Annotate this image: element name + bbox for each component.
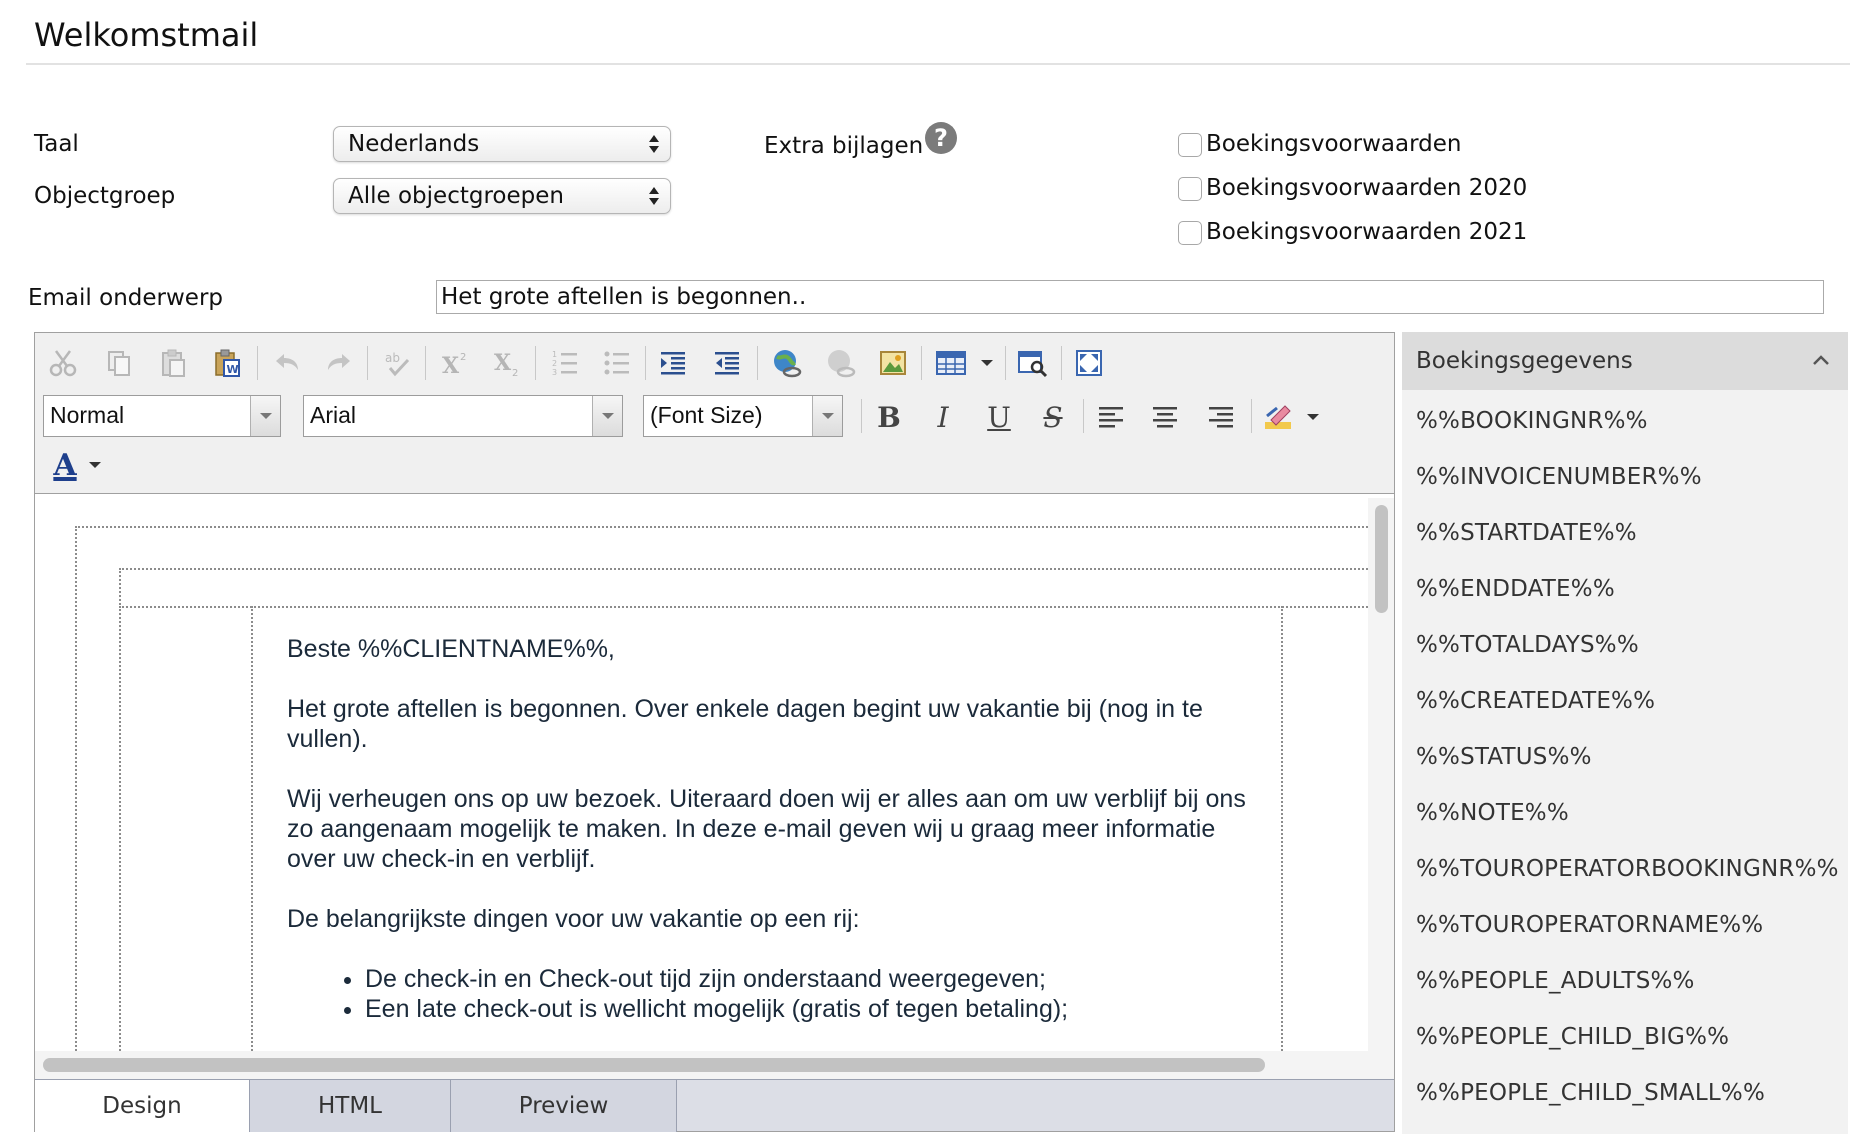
attachment-checkbox[interactable]	[1178, 177, 1202, 201]
cut-icon[interactable]	[43, 343, 83, 383]
placeholder-item[interactable]: %%ENDDATE%%	[1416, 576, 1615, 602]
font-dropdown[interactable]	[303, 395, 623, 437]
toolbar-separator	[535, 346, 536, 380]
tab-html[interactable]: HTML	[250, 1080, 451, 1132]
insert-table-icon[interactable]	[931, 343, 971, 383]
vertical-scrollbar[interactable]	[1368, 498, 1394, 1053]
subject-label: Email onderwerp	[28, 285, 223, 311]
svg-text:X: X	[442, 353, 460, 378]
toolbar-separator	[757, 346, 758, 380]
objectgroup-select[interactable]	[333, 178, 671, 214]
toolbar-separator	[425, 346, 426, 380]
svg-text:2: 2	[512, 368, 519, 378]
spellcheck-icon[interactable]	[377, 343, 417, 383]
paste-icon[interactable]	[153, 343, 193, 383]
objectgroup-select-value: Alle objectgroepen	[348, 183, 564, 209]
format-dropdown-value: Normal	[50, 402, 125, 428]
toolbar-separator	[367, 346, 368, 380]
extra-attachments-label: Extra bijlagen	[764, 133, 924, 159]
svg-text:W: W	[226, 363, 239, 376]
attachment-label: Boekingsvoorwaarden 2021	[1206, 219, 1528, 245]
placeholder-item[interactable]: %%CREATEDATE%%	[1416, 688, 1656, 714]
rich-text-editor	[34, 332, 1395, 1132]
subscript-icon[interactable]	[487, 343, 527, 383]
header-layout-row	[119, 568, 1375, 608]
select-arrows-icon	[648, 132, 660, 156]
placeholder-item[interactable]: %%STARTDATE%%	[1416, 520, 1637, 546]
placeholder-item[interactable]: %%BOOKINGNR%%	[1416, 408, 1648, 434]
font-color-icon[interactable]: A	[53, 447, 77, 483]
outdent-icon[interactable]	[707, 343, 747, 383]
strikethrough-icon[interactable]: S	[1043, 400, 1063, 434]
indent-icon[interactable]	[653, 343, 693, 383]
attachment-label: Boekingsvoorwaarden	[1206, 131, 1462, 157]
chevron-down-icon	[812, 396, 842, 436]
placeholder-item[interactable]: %%PEOPLE_CHILD_SMALL%%	[1416, 1080, 1766, 1106]
toolbar-separator	[921, 346, 922, 380]
font-size-dropdown-value: (Font Size)	[650, 402, 763, 428]
insert-link-icon[interactable]	[767, 343, 807, 383]
email-paragraph: Wij verheugen ons op uw bezoek. Uiteraard doen wij er alles aan om uw verblijf bij ons zo aangenaam mogelijk te maken. In deze e-mail geven wij u graag meer informatie over uw check-in en verblijf.	[287, 785, 1246, 873]
help-icon[interactable]: ?	[925, 122, 957, 154]
svg-text:ab: ab	[385, 351, 400, 365]
language-select[interactable]	[333, 126, 671, 162]
attachment-checkbox[interactable]	[1178, 133, 1202, 157]
align-left-icon[interactable]	[1091, 397, 1131, 437]
placeholder-item[interactable]: %%STATUS%%	[1416, 744, 1592, 770]
ordered-list-icon[interactable]	[545, 343, 585, 383]
placeholder-panel	[1402, 332, 1848, 1134]
editor-toolbar	[35, 333, 1394, 493]
placeholder-panel-title: Boekingsgegevens	[1416, 348, 1633, 374]
email-bullet-item: • Een late check-out is wellicht mogelijk (gratis of tegen betaling);	[365, 994, 1247, 1024]
placeholder-item[interactable]: %%NOTE%%	[1416, 800, 1569, 826]
svg-text:2: 2	[460, 352, 467, 363]
svg-text:X: X	[494, 350, 512, 376]
toolbar-separator	[1005, 346, 1006, 380]
align-right-icon[interactable]	[1201, 397, 1241, 437]
svg-text:3: 3	[552, 368, 558, 377]
editor-mode-tabs	[35, 1079, 1394, 1131]
insert-image-icon[interactable]	[873, 343, 913, 383]
paste-word-icon[interactable]	[207, 343, 247, 383]
redo-icon[interactable]	[319, 343, 359, 383]
placeholder-panel-header[interactable]	[1402, 332, 1848, 390]
attachment-checkbox[interactable]	[1178, 221, 1202, 245]
copy-icon[interactable]	[99, 343, 139, 383]
language-select-value: Nederlands	[348, 131, 480, 157]
find-icon[interactable]	[1013, 343, 1053, 383]
toolbar-separator	[257, 346, 258, 380]
undo-icon[interactable]	[267, 343, 307, 383]
svg-text:1: 1	[552, 350, 558, 359]
objectgroup-label: Objectgroep	[34, 183, 176, 209]
placeholder-item[interactable]: %%TOTALDAYS%%	[1416, 632, 1639, 658]
table-dropdown-icon[interactable]	[975, 343, 999, 383]
toolbar-separator	[861, 399, 862, 433]
highlight-icon[interactable]	[1259, 397, 1299, 437]
language-label: Taal	[34, 131, 79, 157]
attachment-label: Boekingsvoorwaarden 2020	[1206, 175, 1528, 201]
title-divider	[26, 63, 1850, 65]
fullscreen-icon[interactable]	[1069, 343, 1109, 383]
toolbar-separator	[645, 346, 646, 380]
svg-text:2: 2	[552, 359, 558, 368]
chevron-up-icon	[1812, 354, 1830, 366]
placeholder-item[interactable]: %%PEOPLE_CHILD_BIG%%	[1416, 1024, 1730, 1050]
tab-design[interactable]: Design	[35, 1080, 250, 1132]
superscript-icon[interactable]	[435, 343, 475, 383]
chevron-down-icon	[250, 396, 280, 436]
unordered-list-icon[interactable]	[597, 343, 637, 383]
email-paragraph: De belangrijkste dingen voor uw vakantie op een rij:	[287, 905, 860, 933]
editor-content-area[interactable]	[35, 493, 1394, 1053]
toolbar-separator	[1083, 399, 1084, 433]
vertical-scroll-thumb[interactable]	[1375, 505, 1388, 613]
italic-icon[interactable]: I	[937, 400, 949, 434]
email-greeting: Beste %%CLIENTNAME%%,	[287, 635, 615, 663]
placeholder-item[interactable]: %%INVOICENUMBER%%	[1416, 464, 1702, 490]
placeholder-item[interactable]: %%TOUROPERATORBOOKINGNR%%	[1416, 856, 1839, 882]
subject-input[interactable]: Het grote aftellen is begonnen..	[436, 280, 1824, 314]
placeholder-item[interactable]: %%TOUROPERATORNAME%%	[1416, 912, 1764, 938]
highlight-dropdown-icon[interactable]	[1301, 397, 1325, 437]
email-body	[287, 634, 1247, 1024]
email-bullet-item: • De check-in en Check-out tijd zijn onderstaand weergegeven;	[365, 964, 1247, 994]
bold-icon[interactable]: B	[877, 400, 901, 434]
tab-preview[interactable]: Preview	[451, 1080, 677, 1132]
font-dropdown-value: Arial	[310, 402, 357, 428]
page-title: Welkomstmail	[34, 16, 259, 54]
font-size-dropdown[interactable]	[643, 395, 843, 437]
toolbar-separator	[1061, 346, 1062, 380]
horizontal-scrollbar[interactable]	[35, 1051, 1394, 1079]
placeholder-item[interactable]: %%PEOPLE_ADULTS%%	[1416, 968, 1695, 994]
horizontal-scroll-thumb[interactable]	[43, 1058, 1265, 1072]
chevron-down-icon	[592, 396, 622, 436]
align-center-icon[interactable]	[1145, 397, 1185, 437]
remove-link-icon[interactable]	[821, 343, 861, 383]
email-bullet-list	[287, 964, 1247, 1024]
select-arrows-icon	[648, 184, 660, 208]
font-color-dropdown-icon[interactable]	[83, 445, 107, 485]
underline-icon[interactable]: U	[987, 400, 1011, 434]
format-dropdown[interactable]	[43, 395, 281, 437]
toolbar-separator	[1251, 399, 1252, 433]
email-paragraph: Het grote aftellen is begonnen. Over enkele dagen begint uw vakantie bij (nog in te vullen).	[287, 695, 1203, 753]
